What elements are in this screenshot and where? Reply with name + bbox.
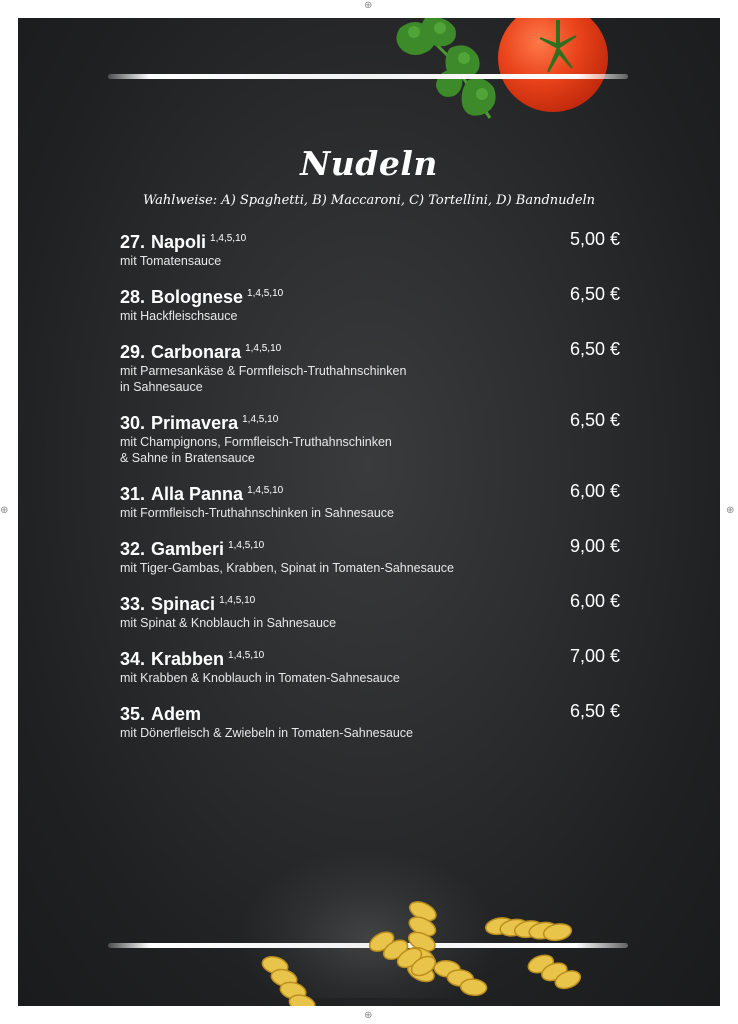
item-price: 6,50 € [569, 339, 620, 359]
item-name: Primavera [151, 413, 239, 433]
item-allergens: 1,4,5,10 [210, 233, 247, 244]
item-number: 33. [120, 594, 146, 614]
chalkboard-background [18, 18, 720, 1006]
item-number: 28. [120, 287, 146, 307]
item-number: 35. [120, 704, 146, 724]
item-description: mit Krabben & Knoblauch in Tomaten-Sahnesauce [120, 671, 400, 685]
item-heading [120, 700, 620, 725]
item-name: Krabben [151, 649, 225, 669]
menu-item [120, 338, 620, 395]
registration-mark-top: ⊕ [364, 0, 373, 11]
item-name: Adem [151, 704, 202, 724]
registration-mark-right: ⊕ [726, 505, 735, 516]
item-number: 29. [120, 342, 146, 362]
menu-item [120, 283, 620, 324]
item-heading [120, 480, 620, 505]
menu-item [120, 480, 620, 521]
item-description: mit Hackfleischsauce [120, 309, 238, 323]
chalk-divider-top [108, 74, 628, 79]
item-heading [120, 590, 620, 615]
item-description: mit Tiger-Gambas, Krabben, Spinat in Tomaten-Sahnesauce [120, 561, 454, 575]
item-number: 31. [120, 484, 146, 504]
menu-item [120, 590, 620, 631]
item-price: 6,00 € [569, 481, 620, 501]
item-description: mit Dönerfleisch & Zwiebeln in Tomaten-Sahnesauce [120, 726, 413, 740]
item-name: Spinaci [151, 594, 216, 614]
fusilli-pasta-icon [248, 898, 608, 1006]
item-description: mit Spinat & Knoblauch in Sahnesauce [120, 616, 337, 630]
menu-item [120, 228, 620, 269]
item-description: mit Champignons, Formfleisch-Truthahnschinken & Sahne in Bratensauce [120, 435, 392, 465]
item-heading [120, 228, 620, 253]
item-allergens: 1,4,5,10 [247, 288, 284, 299]
item-allergens: 1,4,5,10 [242, 414, 279, 425]
item-number: 34. [120, 649, 146, 669]
registration-mark-bottom: ⊕ [364, 1010, 373, 1021]
item-name: Gamberi [151, 539, 225, 559]
item-name: Alla Panna [151, 484, 244, 504]
item-name: Carbonara [151, 342, 242, 362]
item-heading [120, 535, 620, 560]
item-number: 32. [120, 539, 146, 559]
menu-item [120, 409, 620, 466]
tomato-stem-icon [538, 18, 578, 78]
item-name: Napoli [151, 232, 207, 252]
item-number: 30. [120, 413, 146, 433]
item-allergens: 1,4,5,10 [247, 485, 284, 496]
item-heading [120, 338, 620, 363]
menu-item [120, 535, 620, 576]
item-description: mit Tomatensauce [120, 254, 222, 268]
menu-list [120, 228, 620, 755]
item-heading [120, 283, 620, 308]
item-price: 7,00 € [569, 646, 620, 666]
menu-item [120, 700, 620, 741]
item-number: 27. [120, 232, 146, 252]
pasta-choice-subtitle: Wahlweise: A) Spaghetti, B) Maccaroni, C) Tortellini, D) Bandnudeln [142, 193, 596, 208]
item-price: 6,50 € [569, 284, 620, 304]
item-allergens: 1,4,5,10 [245, 343, 282, 354]
item-price: 6,50 € [569, 410, 620, 430]
item-description: mit Parmesankäse & Formfleisch-Truthahnschinken in Sahnesauce [120, 364, 407, 394]
item-description: mit Formfleisch-Truthahnschinken in Sahnesauce [120, 506, 394, 520]
item-heading [120, 645, 620, 670]
item-allergens: 1,4,5,10 [219, 595, 256, 606]
item-allergens: 1,4,5,10 [228, 540, 265, 551]
menu-item [120, 645, 620, 686]
item-allergens: 1,4,5,10 [228, 650, 265, 661]
item-heading [120, 409, 620, 434]
item-price: 6,50 € [569, 701, 620, 721]
item-price: 5,00 € [569, 229, 620, 249]
registration-mark-left: ⊕ [0, 505, 9, 516]
item-name: Bolognese [151, 287, 244, 307]
item-price: 6,00 € [569, 591, 620, 611]
section-title: Nudeln [300, 144, 438, 183]
item-price: 9,00 € [569, 536, 620, 556]
